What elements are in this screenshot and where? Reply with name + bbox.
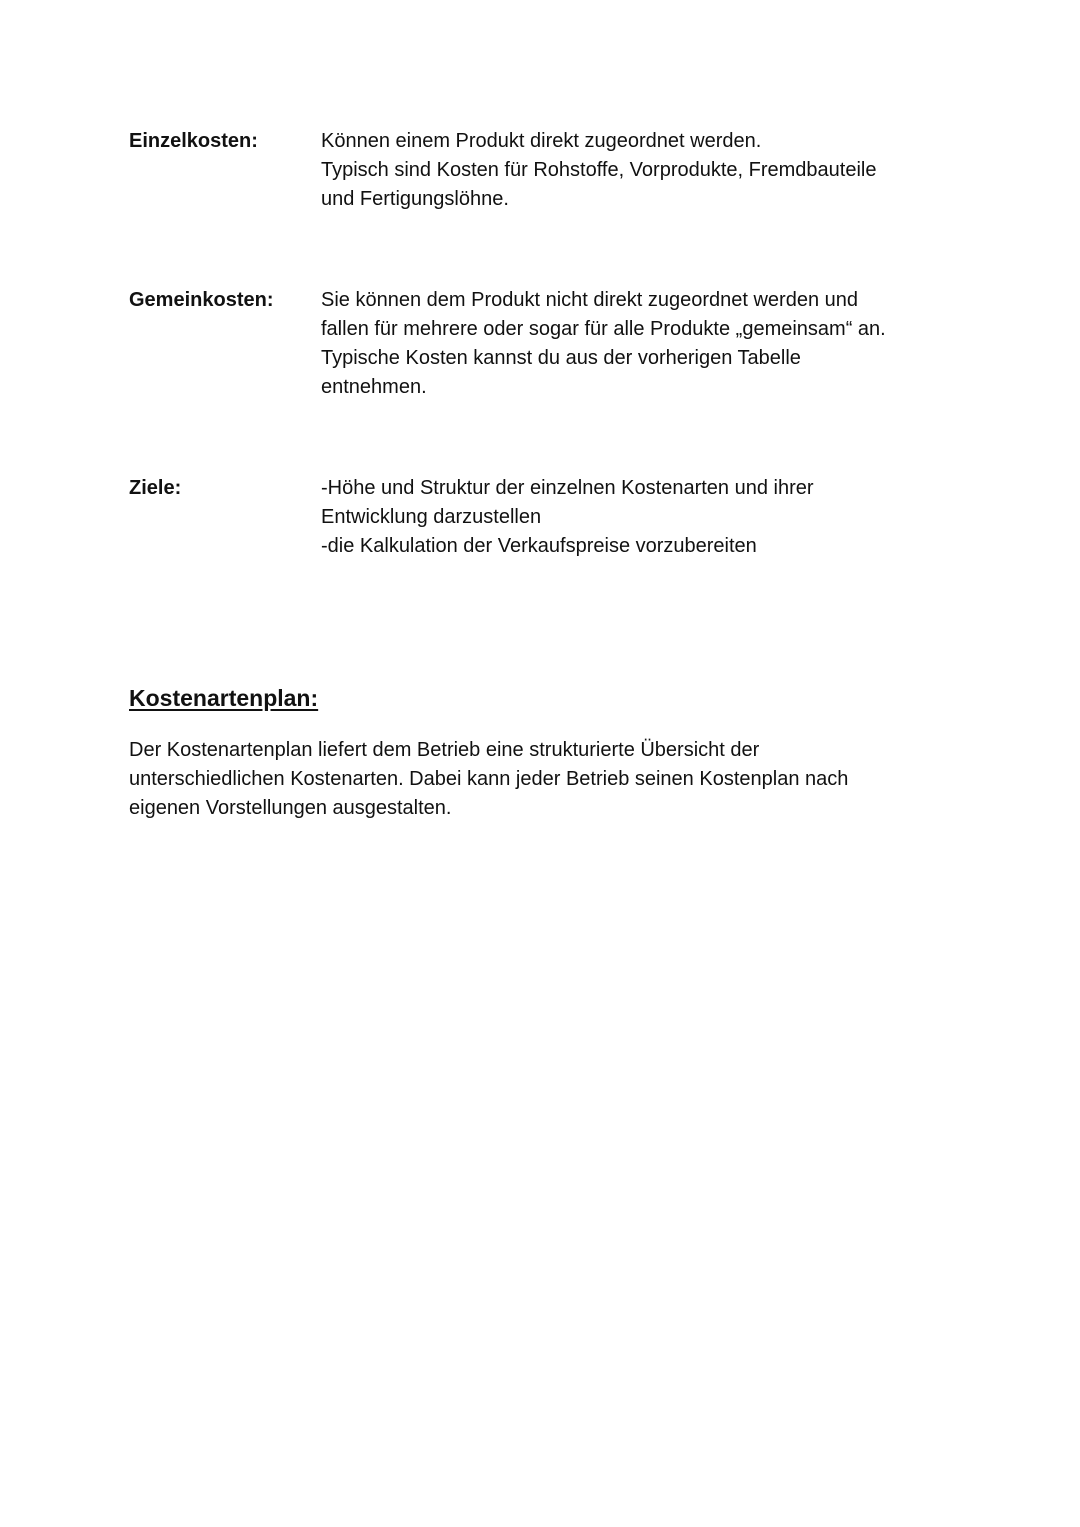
section-paragraph-kostenartenplan — [129, 736, 959, 823]
text-line: entnehmen. — [321, 376, 427, 398]
text-line: Typisch sind Kosten für Rohstoffe, Vorprodukte, Fremdbauteile — [321, 159, 877, 181]
text-line: unterschiedlichen Kostenarten. Dabei kann jeder Betrieb seinen Kostenplan nach — [129, 768, 849, 790]
text-line: Können einem Produkt direkt zugeordnet werden. — [321, 130, 762, 152]
text-line: -Höhe und Struktur der einzelnen Kostenarten und ihrer — [321, 477, 814, 499]
text-line: fallen für mehrere oder sogar für alle Produkte „gemeinsam“ an. — [321, 318, 886, 340]
text-line: Sie können dem Produkt nicht direkt zugeordnet werden und — [321, 289, 859, 311]
section-heading-kostenartenplan: Kostenartenplan: — [129, 685, 319, 711]
text-line: eigenen Vorstellungen ausgestalten. — [129, 797, 452, 819]
term-description — [321, 127, 961, 214]
text-line: Entwicklung darzustellen — [321, 506, 542, 528]
term-description — [321, 474, 961, 561]
term-label: Einzelkosten: — [129, 130, 258, 152]
term-description — [321, 286, 961, 402]
text-line: und Fertigungslöhne. — [321, 188, 509, 210]
text-line: Typische Kosten kannst du aus der vorherigen Tabelle — [321, 347, 801, 369]
text-line: -die Kalkulation der Verkaufspreise vorzubereiten — [321, 535, 757, 557]
term-label: Ziele: — [129, 477, 182, 499]
text-line: Der Kostenartenplan liefert dem Betrieb eine strukturierte Übersicht der — [129, 739, 760, 761]
term-label: Gemeinkosten: — [129, 289, 274, 311]
